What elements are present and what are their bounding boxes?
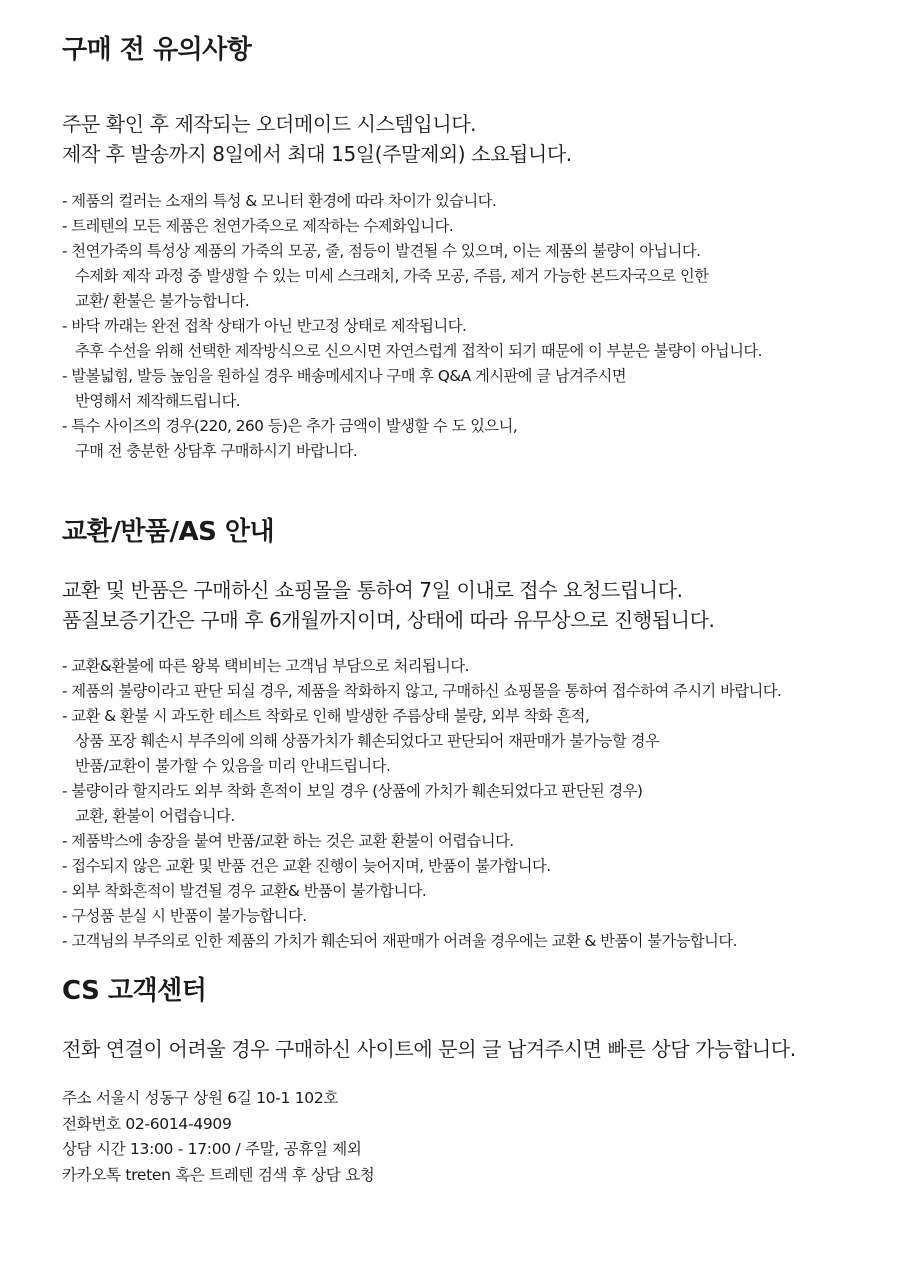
note-line: - 제품박스에 송장을 붙여 반품/교환 하는 것은 교환 환불이 어렵습니다.: [62, 832, 514, 850]
note-item: [62, 239, 762, 314]
precautions-intro-line: 주문 확인 후 제작되는 오더메이드 시스템입니다.: [62, 112, 477, 136]
note-item: [62, 854, 781, 879]
precautions-title: 구매 전 유의사항: [62, 35, 252, 65]
note-item: [62, 904, 781, 929]
note-continuation-line: 교환, 환불이 어렵습니다.: [75, 807, 235, 825]
note-item: [62, 214, 762, 239]
note-item: [62, 654, 781, 679]
note-line: - 천연가죽의 특성상 제품의 가죽의 모공, 줄, 점등이 발견될 수 있으며, 이는 제품의 불량이 아닙니다.: [62, 242, 701, 260]
note-continuation-line: 반품/교환이 불가할 수 있음을 미리 안내드립니다.: [75, 757, 391, 775]
note-item: [62, 829, 781, 854]
cs-address: 주소 서울시 성동구 상원 6길 10-1 102호: [62, 1089, 339, 1107]
note-line: - 교환&환불에 따른 왕복 택비비는 고객님 부담으로 처리됩니다.: [62, 657, 469, 675]
exchange-notes: [62, 654, 781, 954]
note-line: - 교환 & 환불 시 과도한 테스트 착화로 인해 발생한 주름상태 불량, 외부 착화 흔적,: [62, 707, 590, 725]
note-line: - 제품의 불량이라고 판단 되실 경우, 제품을 착화하지 않고, 구매하신 쇼핑몰을 통하여 접수하여 주시기 바랍니다.: [62, 682, 782, 700]
note-item: [62, 704, 781, 779]
exchange-title: 교환/반품/AS 안내: [62, 517, 275, 547]
precautions-intro: [62, 109, 572, 169]
note-line: - 특수 사이즈의 경우(220, 260 등)은 추가 금액이 발생할 수 도 있으니,: [62, 417, 518, 435]
exchange-intro-line: 품질보증기간은 구매 후 6개월까지이며, 상태에 따라 유무상으로 진행됩니다.: [62, 608, 715, 632]
note-item: [62, 314, 762, 364]
cs-contact-info: [62, 1086, 374, 1188]
note-item: [62, 679, 781, 704]
note-line: - 구성품 분실 시 반품이 불가능합니다.: [62, 907, 307, 925]
note-item: [62, 879, 781, 904]
note-continuation-line: 수제화 제작 과정 중 발생할 수 있는 미세 스크래치, 가죽 모공, 주름, 제거 가능한 본드자국으로 인한: [75, 267, 709, 285]
note-line: - 불량이라 할지라도 외부 착화 흔적이 보일 경우 (상품에 가치가 훼손되었다고 판단된 경우): [62, 782, 643, 800]
note-line: - 트레텐의 모든 제품은 천연가죽으로 제작하는 수제화입니다.: [62, 217, 454, 235]
note-line: - 접수되지 않은 교환 및 반품 건은 교환 진행이 늦어지며, 반품이 불가합니다.: [62, 857, 551, 875]
cs-intro: 전화 연결이 어려울 경우 구매하신 사이트에 문의 글 남겨주시면 빠른 상담 가능합니다.: [62, 1037, 796, 1061]
note-continuation-line: 구매 전 충분한 상담후 구매하시기 바랍니다.: [75, 442, 358, 460]
note-line: - 고객님의 부주의로 인한 제품의 가치가 훼손되어 재판매가 어려울 경우에는 교환 & 반품이 불가능합니다.: [62, 932, 737, 950]
note-continuation-line: 반영해서 제작해드립니다.: [75, 392, 241, 410]
precautions-notes: [62, 189, 762, 464]
note-item: [62, 779, 781, 829]
cs-kakao: 카카오톡 treten 혹은 트레텐 검색 후 상담 요청: [62, 1165, 375, 1184]
note-continuation-line: 상품 포장 훼손시 부주의에 의해 상품가치가 훼손되었다고 판단되어 재판매가 불가능할 경우: [75, 732, 660, 750]
note-item: [62, 929, 781, 954]
cs-title: CS 고객센터: [62, 976, 207, 1006]
note-line: - 발볼넓힘, 발등 높임을 원하실 경우 배송메세지나 구매 후 Q&A 게시판에 글 남겨주시면: [62, 367, 627, 385]
exchange-intro: [62, 575, 714, 635]
cs-hours: 상담 시간 13:00 - 17:00 / 주말, 공휴일 제외: [62, 1140, 362, 1158]
exchange-intro-line: 교환 및 반품은 구매하신 쇼핑몰을 통하여 7일 이내로 접수 요청드립니다.: [62, 578, 683, 602]
note-continuation-line: 추후 수선을 위해 선택한 제작방식으로 신으시면 자연스럽게 접착이 되기 때문에 이 부분은 불량이 아닙니다.: [75, 342, 763, 360]
note-line: - 외부 착화흔적이 발견될 경우 교환& 반품이 불가합니다.: [62, 882, 427, 900]
note-line: - 바닥 까래는 완전 접착 상태가 아닌 반고정 상태로 제작됩니다.: [62, 317, 467, 335]
note-item: [62, 414, 762, 464]
note-item: [62, 364, 762, 414]
cs-phone: 전화번호 02-6014-4909: [62, 1114, 232, 1133]
precautions-intro-line: 제작 후 발송까지 8일에서 최대 15일(주말제외) 소요됩니다.: [62, 142, 572, 166]
note-item: [62, 189, 762, 214]
note-continuation-line: 교환/ 환불은 불가능합니다.: [75, 292, 250, 310]
note-line: - 제품의 컬러는 소재의 특성 & 모니터 환경에 따라 차이가 있습니다.: [62, 192, 497, 210]
